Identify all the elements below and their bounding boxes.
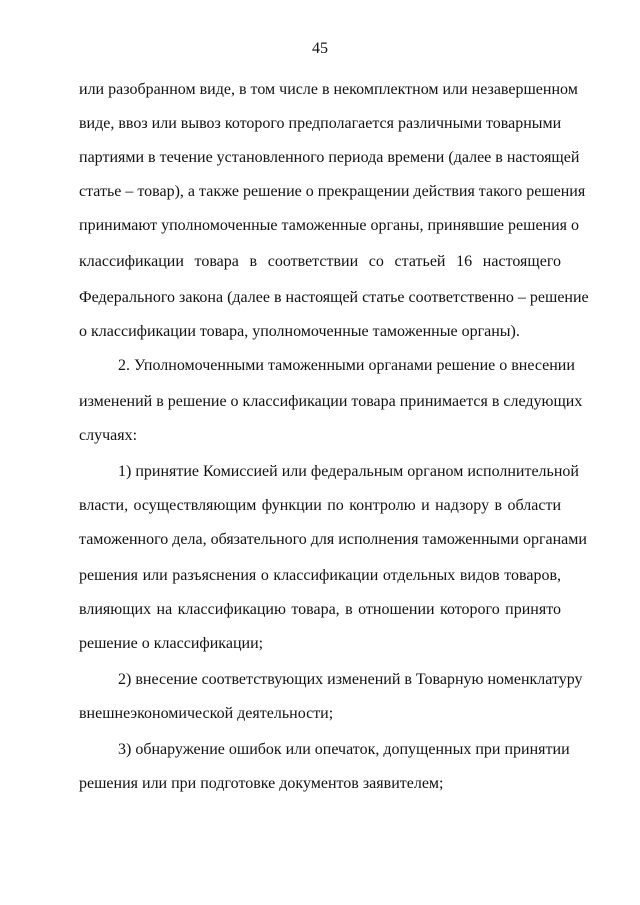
text-line: влияющих на классификацию товара, в отношении которого принято xyxy=(79,601,561,618)
text-line: или разобранном виде, в том числе в некомплектном или незавершенном xyxy=(79,81,578,98)
text-line: таможенного дела, обязательного для исполнения таможенными органами xyxy=(79,531,587,548)
text-line: решения или разъяснения о классификации отдельных видов товаров, xyxy=(79,567,561,584)
text-line: внешнеэкономической деятельности; xyxy=(79,705,334,722)
text-line: 2) внесение соответствующих изменений в Товарную номенклатуру xyxy=(118,671,583,688)
text-line: власти, осуществляющим функции по контролю и надзору в области xyxy=(79,497,561,514)
text-line: решения или при подготовке документов заявителем; xyxy=(79,775,444,792)
text-line: случаях: xyxy=(79,427,138,444)
page-number: 45 xyxy=(312,40,328,57)
text-line: классификации товара в соответствии со статьей 16 настоящего xyxy=(79,253,561,270)
text-line: статье – товар), а также решение о прекращении действия такого решения xyxy=(79,183,586,200)
text-line: виде, ввоз или вывоз которого предполагается различными товарными xyxy=(79,115,562,132)
text-line: изменений в решение о классификации товара принимается в следующих xyxy=(79,393,583,410)
text-line: 2. Уполномоченными таможенными органами решение о внесении xyxy=(118,357,575,374)
text-line: партиями в течение установленного периода времени (далее в настоящей xyxy=(79,149,580,166)
text-line: о классификации товара, уполномоченные таможенные органы). xyxy=(79,323,520,340)
text-line: 3) обнаружение ошибок или опечаток, допущенных при принятии xyxy=(118,741,570,758)
text-line: решение о классификации; xyxy=(79,635,264,652)
text-line: 1) принятие Комиссией или федеральным органом исполнительной xyxy=(118,463,579,480)
text-line: принимают уполномоченные таможенные органы, принявшие решения о xyxy=(79,217,580,234)
text-line: Федерального закона (далее в настоящей статье соответственно – решение xyxy=(79,289,589,306)
